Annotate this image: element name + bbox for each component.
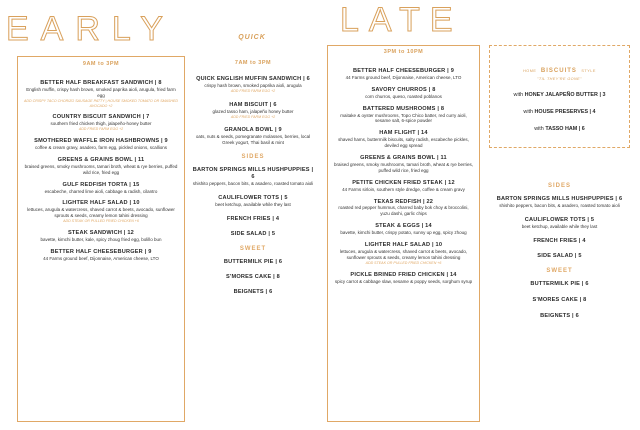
menu-item-description: English muffin, crispy hash brown, smoked paprika aioli, arugula, fried farm egg xyxy=(26,86,176,98)
sides-heading: SIDES xyxy=(547,183,571,189)
menu-item-name: SIDE SALAD | 5 xyxy=(537,252,582,259)
menu-item xyxy=(489,281,630,288)
biscuit-option xyxy=(490,126,629,132)
menu-item-name: BUTTERMILK PIE | 6 xyxy=(223,258,283,265)
menu-item-name: BARTON SPRINGS MILLS HUSHPUPPIES | 6 xyxy=(496,196,623,202)
menu-item-name: HAM FLIGHT | 14 xyxy=(379,130,428,137)
menu-item xyxy=(333,223,474,236)
sweet-heading: SWEET xyxy=(546,267,573,274)
menu-item xyxy=(192,259,314,266)
late-items xyxy=(333,68,474,290)
menu-item xyxy=(333,242,474,266)
menu-item xyxy=(192,102,314,120)
menu-item xyxy=(24,157,178,176)
biscuits-box xyxy=(489,45,630,148)
sides-heading: SIDES xyxy=(241,154,265,161)
menu-item-name: GRANOLA BOWL | 9 xyxy=(224,127,282,134)
quick-hours: 7AM to 3PM xyxy=(234,60,272,66)
menu-item-name: LIGHTER HALF SALAD | 10 xyxy=(62,200,140,207)
menu-item-name: SMOTHERED WAFFLE IRON HASHBROWNS | 9 xyxy=(34,138,168,145)
menu-item-name: FRENCH FRIES | 4 xyxy=(533,237,586,244)
menu-item xyxy=(24,230,178,243)
menu-item-description: bavette, kimchi butter, crispy potato, sunny up egg, spicy zhoug xyxy=(340,230,467,236)
menu-item-addon: ADD STEAK OR PULLED FRIED CHICKEN +6 xyxy=(63,219,139,224)
biscuit-option-name: HONEY JALAPEÑO BUTTER xyxy=(524,92,598,98)
menu-item xyxy=(24,182,178,195)
biscuit-option-price: | 4 xyxy=(589,109,596,115)
early-items xyxy=(24,80,178,268)
menu-item xyxy=(333,155,474,174)
menu-item xyxy=(24,200,178,224)
menu-item-description: escabeche, charred lime aioli, cabbage & radish, cilantro xyxy=(44,188,158,194)
menu-item-name: BETTER HALF CHEESEBURGER | 9 xyxy=(352,68,455,74)
menu-item-description: shishito peppers, bacon bits, & asadero, roasted tomato aioli xyxy=(499,202,620,208)
biscuit-option xyxy=(490,109,629,115)
early-panel xyxy=(17,56,185,422)
menu-item-name: BARTON SPRINGS MILLS HUSHPUPPIES | 6 xyxy=(192,167,314,180)
menu-item-name: BETTER HALF BREAKFAST SANDWICH | 8 xyxy=(40,80,162,86)
menu-item-description: lettuces, arugula & watercress, shaved carrot & beets, avocado, sunflower sprouts & seeds, creamy lemon tahini dressing xyxy=(339,248,468,260)
menu-item-description: glazed tasso ham, jalapeño honey butter xyxy=(212,108,294,114)
menu-item xyxy=(192,231,314,238)
menu-item xyxy=(24,80,178,108)
menu-item-description: bavette, kimchi butter, kale, spicy zhoug fried egg, bolillo bun xyxy=(40,236,162,242)
menu-item-description: 44 Farms sirloin, southern style dredge, coffee & cream gravy xyxy=(342,186,465,192)
menu-item xyxy=(489,238,630,245)
late-title: LATE xyxy=(340,1,463,39)
menu-item-description: braised greens, smoky mushrooms, tamari broth, wheat & rye berries, puffed wild rice, fried egg xyxy=(24,163,178,175)
menu-item-name: SIDE SALAD | 5 xyxy=(230,230,276,237)
menu-item-description: oats, nuts & seeds, pomegranate molasses, berries, local Greek yogurt, Thai basil & mint xyxy=(195,134,311,146)
menu-item-name: STEAK & EGGS | 14 xyxy=(375,223,432,230)
menu-item-name: QUICK ENGLISH MUFFIN SANDWICH | 6 xyxy=(196,76,310,82)
menu-item-addon: ADD CRISPY TACO CHORIZO SAUSAGE PATTY | HOUSE SMOKED TOMATO OR SMASHED AVOCADO +2 xyxy=(24,98,178,108)
menu-item-description: spicy carrot & cabbage slaw, sesame & poppy seeds, sorghum syrup xyxy=(334,278,473,284)
menu-item xyxy=(192,76,314,94)
menu-item-addon: ADD FRIED FARM EGG +2 xyxy=(230,88,276,93)
biscuit-option xyxy=(490,92,629,98)
biscuit-option-prefix: with xyxy=(534,126,544,132)
menu-item xyxy=(333,130,474,149)
menu-item xyxy=(24,138,178,151)
menu-item xyxy=(333,87,474,100)
menu-item-description: 44 Farms ground beef, Dijonnaise, American cheese, LTO xyxy=(345,74,462,80)
biscuits-items xyxy=(490,92,629,132)
biscuit-option-name: HOUSE PRESERVES xyxy=(534,109,589,115)
menu-item xyxy=(192,195,314,208)
menu-item-addon: ADD FRIED FARM EGG +2 xyxy=(230,114,276,119)
menu-item xyxy=(333,199,474,218)
menu-item-name: CAULIFLOWER TOTS | 5 xyxy=(218,194,288,201)
biscuits-title: BISCUITS xyxy=(540,68,577,74)
menu-item xyxy=(489,217,630,230)
menu-item-description: braised greens, smoky mushrooms, tamari broth, wheat & rye berries, puffed wild rice, fried egg xyxy=(333,161,474,173)
menu-item-name: STEAK SANDWICH | 12 xyxy=(68,229,134,236)
early-hours: 9AM to 3PM xyxy=(82,61,120,67)
menu-item xyxy=(192,167,314,187)
menu-item xyxy=(24,249,178,262)
menu-item-name: FRENCH FRIES | 4 xyxy=(226,215,280,222)
menu-item-addon: ADD STEAK OR PULLED FRIED CHICKEN +6 xyxy=(365,260,442,265)
menu-item-description: maitake & oyster mushrooms, Topo Chico batter, red curry aioli, sesame salt, 6-spice powder xyxy=(340,112,467,124)
menu-item xyxy=(333,68,474,81)
menu-item-name: SAVORY CHURROS | 8 xyxy=(371,86,436,93)
menu-item-name: PICKLE BRINED FRIED CHICKEN | 14 xyxy=(350,271,457,278)
early-title: EARLY xyxy=(6,10,175,48)
menu-item-description: beet ketchup, available while they last xyxy=(521,223,598,229)
quick-items xyxy=(192,76,314,304)
late-panel xyxy=(327,45,480,422)
menu-item-description: beet ketchup, available while they last xyxy=(215,201,291,207)
menu-item-name: CAULIFLOWER TOTS | 5 xyxy=(524,216,595,223)
menu-item-name: PETITE CHICKEN FRIED STEAK | 12 xyxy=(352,179,455,186)
menu-item-name: TEXAS REDFISH | 22 xyxy=(373,198,434,205)
menu-item-description: shaved hams, buttermilk biscuits, salty radish, escabeche pickles, deviled egg spread xyxy=(338,137,469,149)
menu-item-name: S'MORES CAKE | 8 xyxy=(226,273,280,280)
menu-item xyxy=(333,180,474,193)
menu-item xyxy=(24,114,178,132)
biscuits-subtitle: "TIL THEY'RE GONE" xyxy=(537,77,582,81)
menu-item xyxy=(489,253,630,260)
menu-item-name: COUNTRY BISCUIT SANDWICH | 7 xyxy=(52,114,150,121)
menu-item-addon: ADD FRIED FARM EGG +2 xyxy=(78,127,124,132)
late-hours: 3PM to 10PM xyxy=(383,49,424,55)
menu-item xyxy=(489,313,630,320)
menu-item xyxy=(192,216,314,223)
menu-item xyxy=(333,272,474,285)
menu-item xyxy=(192,127,314,146)
menu-item-name: BATTERED MUSHROOMS | 8 xyxy=(362,105,445,112)
menu-item xyxy=(192,274,314,281)
biscuit-option-price: | 3 xyxy=(599,92,606,98)
biscuit-option-name: TASSO HAM xyxy=(545,126,578,132)
menu-item-description: crispy hash brown, smoked paprika aioli, arugula xyxy=(204,82,302,88)
menu-item-description: lettuces, arugula & watercress, shaved carrot & beets, avocado, sunflower sprouts & seeds, creamy lemon tahini dressing xyxy=(27,207,175,219)
biscuit-option-prefix: with xyxy=(523,109,534,115)
quick-column xyxy=(192,56,314,422)
menu-item xyxy=(192,289,314,296)
menu-item-description: southern fried chicken thigh, jalapeño-honey butter xyxy=(50,121,152,127)
menu-item-name: HAM BISCUIT | 6 xyxy=(229,101,277,108)
menu-item-description: roasted red pepper hummus, charred baby bok choy & broccolini, yuzu dashi, garlic chips xyxy=(338,205,469,217)
menu-item-description: coffee & cream gravy, asadero, farm egg, pickled onions, scallions xyxy=(35,145,167,151)
biscuits-home-label: HOME xyxy=(523,69,537,73)
menu-item-description: shishito peppers, bacon bits, & asadero, roasted tomato aioli xyxy=(192,180,314,186)
sweet-heading: SWEET xyxy=(239,245,267,252)
menu-item-description: corn churros, queso, roasted poblanos xyxy=(365,93,442,99)
menu-item-name: GREENS & GRAINS BOWL | 11 xyxy=(360,155,447,161)
menu-item-name: BETTER HALF CHEESEBURGER | 9 xyxy=(50,248,152,255)
menu-item-name: GREENS & GRAINS BOWL | 11 xyxy=(57,156,145,163)
menu-item-name: BUTTERMILK PIE | 6 xyxy=(530,280,589,287)
biscuits-style-label: STYLE xyxy=(581,69,596,73)
late-right-column xyxy=(489,181,630,329)
menu-item-name: GULF REDFISH TORTA | 15 xyxy=(62,181,140,188)
menu-item xyxy=(333,106,474,125)
menu-item-name: LIGHTER HALF SALAD | 10 xyxy=(364,242,443,248)
menu-item-name: BEIGNETS | 6 xyxy=(233,288,273,295)
menu-item xyxy=(489,297,630,304)
menu-item-description: 44 Farms ground beef, Dijonnaise, American cheese, LTO xyxy=(43,255,159,261)
menu-item-name: BEIGNETS | 6 xyxy=(540,312,579,319)
biscuit-option-prefix: with xyxy=(513,92,524,98)
menu-item xyxy=(489,196,630,209)
biscuit-option-price: | 6 xyxy=(578,126,585,132)
menu-item-name: S'MORES CAKE | 8 xyxy=(532,296,587,303)
biscuits-header xyxy=(490,59,629,77)
quick-title: QUICK xyxy=(238,34,266,41)
